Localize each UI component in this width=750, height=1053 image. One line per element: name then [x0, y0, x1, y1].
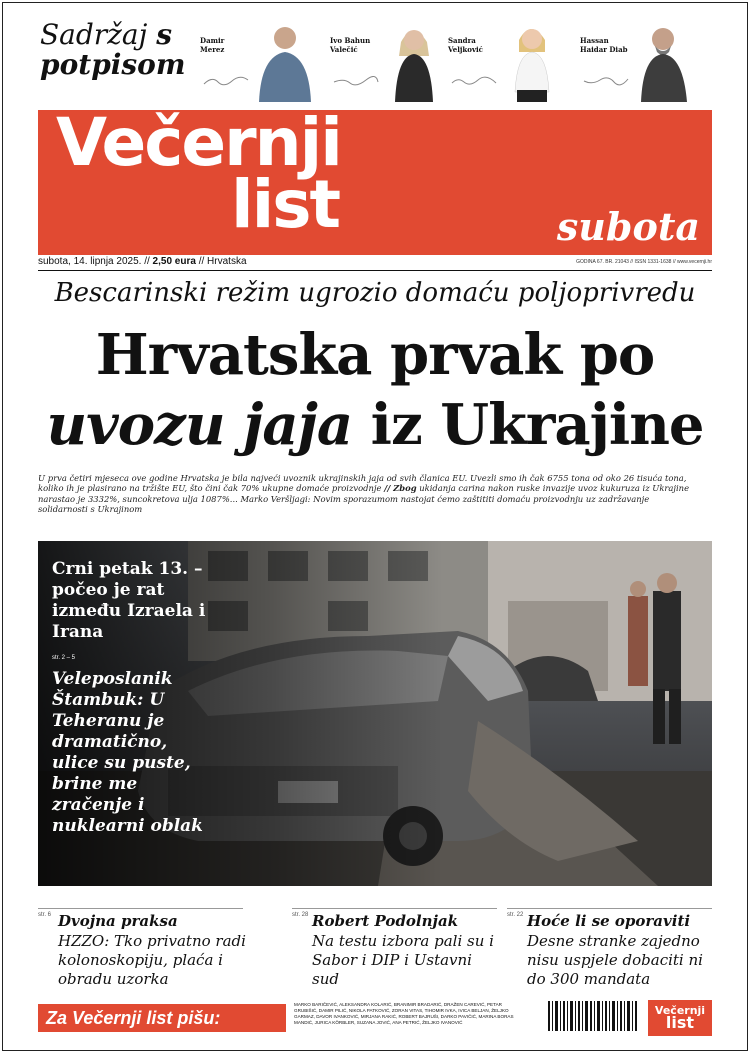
author-name: Damir Merez — [200, 36, 225, 54]
teaser-text: Desne stranke zajedno nisu uspjele dobaciti ni do 300 mandata — [527, 932, 703, 988]
separator: // — [144, 256, 150, 267]
masthead-line1: Večernji — [56, 104, 341, 181]
signature-icon — [450, 76, 498, 86]
masthead-logo — [56, 104, 341, 243]
lead-body-text-2: ukidanja carina nakon ruske invazije uvoz kukuruza iz Ukrajine narastao je 3332%, suncokretova ulja 1087%... Marko Veršljagi: Novim sporazumom nastojat ćemo zaštititi domaću proizvodnju uz zadržavanje solidarnosti s Ukrajinom — [38, 483, 690, 515]
promo-title-line1: Sadržaj — [40, 18, 148, 51]
separator: // — [198, 256, 205, 267]
author-photo — [255, 22, 311, 102]
teaser-text: HZZO: Tko privatno radi kolonoskopiju, plaća i obradu uzorka — [58, 932, 246, 988]
divider — [38, 908, 243, 909]
teaser-2[interactable] — [292, 908, 497, 998]
teaser-page: str. 22 — [507, 912, 524, 918]
lead-body-text: U prva četiri mjeseca ove godine Hrvatska je bila najveći uvoznik ukrajinskih jaja od svih članica EU. Uvezli smo ih čak 6755 tona od oko 26 tisuća tona, koliko ih je plasirano na tržište EU, što čini čak 70% ukupne domaće proizvodnje — [38, 473, 687, 494]
teaser-page: str. 28 — [292, 912, 309, 918]
author-photo — [635, 22, 691, 102]
teaser-title: Dvojna praksa — [58, 912, 178, 930]
lead-kicker[interactable]: Bescarinski režim ugrozio domaću poljoprivredu — [54, 278, 696, 308]
author-photo — [503, 22, 559, 102]
lead-headline[interactable] — [38, 320, 712, 460]
teaser-3[interactable] — [507, 908, 712, 998]
signature-icon — [582, 76, 630, 86]
signature-icon — [332, 76, 380, 86]
promo-title-bold: s — [156, 18, 172, 51]
masthead-line2: list — [231, 166, 340, 243]
photo-headline-1[interactable]: Crni petak 13. – počeo je rat između Izraela i Irana — [52, 559, 206, 642]
author-name: Ivo Bahun Valečić — [330, 36, 371, 54]
divider — [38, 270, 712, 271]
headline-part2: iz Ukrajine — [370, 392, 704, 458]
teaser-page: str. 6 — [38, 912, 52, 918]
teaser-title: Hoće li se oporaviti — [527, 912, 691, 930]
author-name: Hassan Haidar Diab — [580, 36, 628, 54]
author-photo — [385, 22, 441, 102]
author-name: Sandra Veljković — [448, 36, 483, 54]
lead-body[interactable] — [38, 473, 700, 515]
photo-headline-2[interactable]: Veleposlanik Štambuk: U Teheranu je dramatično, ulice su puste, brine me zračenje i nuklearni oblak — [52, 669, 203, 836]
issue-date: subota, 14. lipnja 2025. — [38, 256, 142, 267]
photo-story[interactable] — [38, 541, 712, 886]
signature-icon — [202, 76, 250, 86]
divider — [507, 908, 712, 909]
promo-title[interactable] — [40, 20, 190, 80]
issue-edition: Hrvatska — [207, 256, 247, 267]
footer-logo-line1: Večernji — [654, 1004, 706, 1017]
teaser-1[interactable] — [38, 908, 246, 998]
barcode-icon — [546, 1001, 640, 1035]
promo-title-line2: potpisom — [40, 48, 186, 81]
footer-logo — [648, 1000, 712, 1036]
dateline — [38, 256, 247, 267]
photo-caption — [52, 559, 217, 837]
headline-italic: uvozu jaja — [46, 392, 353, 458]
teaser-title: Robert Podolnjak — [312, 912, 459, 930]
issue-meta: GODINA 67. BR. 21043 // ISSN 1331-1638 // www.vecernji.hr — [576, 259, 712, 265]
divider — [292, 908, 497, 909]
masthead-day: subota — [556, 204, 700, 249]
lead-page-ref: // Zbog — [384, 483, 417, 494]
footer-label: Za Večernji list pišu: — [38, 1004, 286, 1032]
issue-price: 2,50 eura — [152, 256, 196, 267]
photo-page-ref: str. 2 – 5 — [52, 655, 76, 661]
headline-part1: Hrvatska prvak po — [95, 322, 655, 388]
footer-author-list: MARKO BARIČEVIĆ, ALEKSANDRA KOLARIĆ, BRANIMIR BRADARIĆ, DRAŽEN CAREVIĆ, PETAR GRUBIŠIĆ, DAMIR PILIĆ, NIKOLA PATKOVIĆ, ZORAN VITAS, TIHOMIR IVKA, IVICA BELJAN, ŽELJKO GARMAZ, DAVOR IVANKOVIĆ, MIRJANA RAKIĆ, ROBERT BAJRUŠI, DARKO PAVIČIĆ, MARINA BORAS MANDIĆ, JURICA KÖRBLER, SUZANA JOVIĆ, ANA PETRIĆ, ŽELJKO IVANOVIĆ — [294, 1002, 514, 1025]
footer-logo-line2: list — [665, 1013, 695, 1032]
teaser-text: Na testu izbora pali su i Sabor i DIP i Ustavni sud — [312, 932, 494, 988]
masthead[interactable] — [38, 104, 712, 255]
